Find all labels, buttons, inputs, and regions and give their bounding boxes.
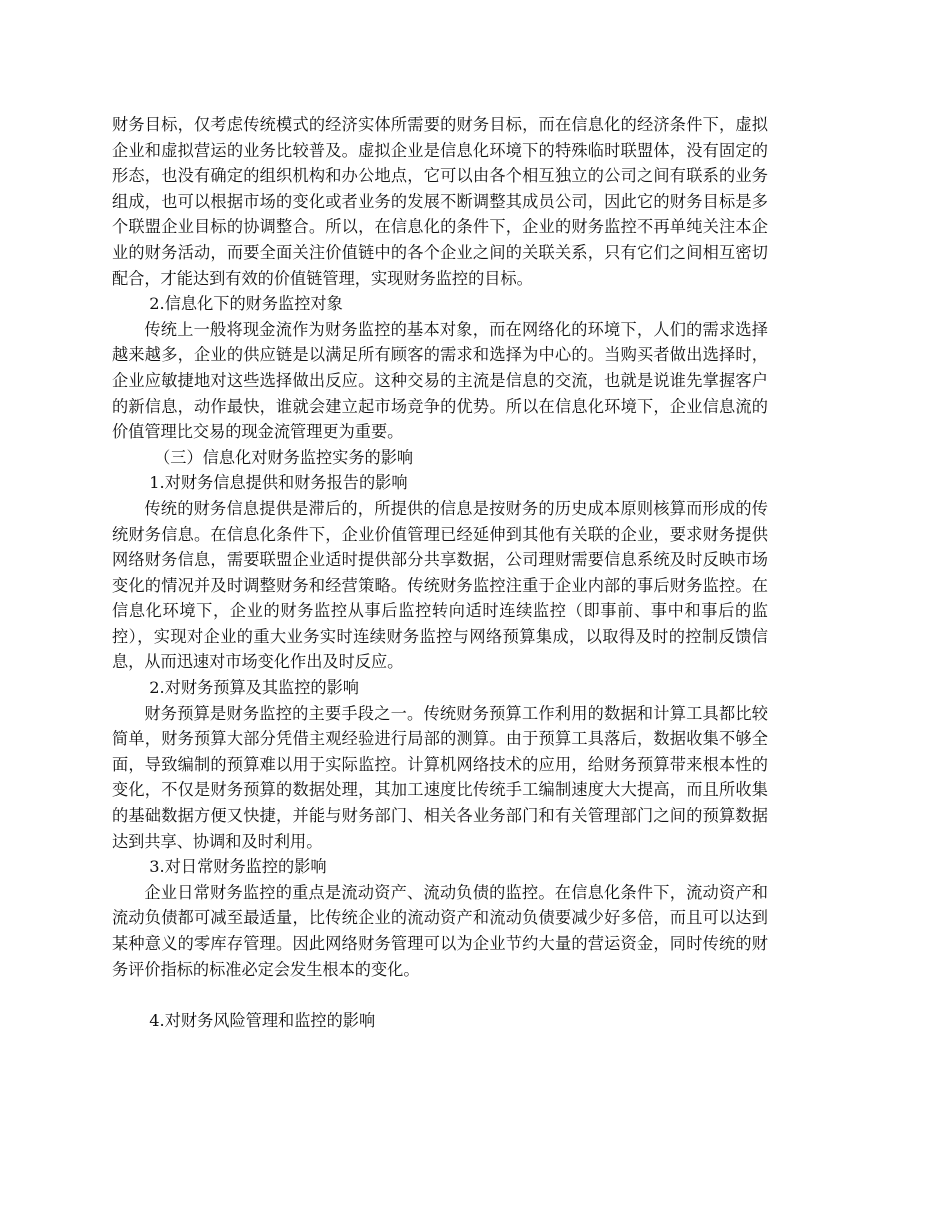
heading-risk-management: 4.对财务风险管理和监控的影响 <box>149 1010 376 1030</box>
paragraph-financial-reporting: 传统的财务信息提供是滞后的，所提供的信息是按财务的历史成本原则核算而形成的传统财务信息。在信息化条件下，企业价值管理已经延伸到其他有关联的企业，要求财务提供网络财务信息，需要联盟企业适时提供部分共享数据，公司理财需要信息系统及时反映市场变化的情况并及时调整财务和经营策略。传统财务监控注重于企业内部的事后财务监控。在信息化环境下，企业的财务监控从事后监控转向适时连续监控（即事前、事中和事后的监控），实现对企业的重大业务实时连续财务监控与网络预算集成，以取得及时的控制反馈信息，从而迅速对市场变化作出及时反应。 <box>112 498 768 672</box>
document-page <box>112 112 768 1033</box>
section-heading-practice-impact: （三）信息化对财务监控实务的影响 <box>154 447 414 467</box>
paragraph-monitoring-object: 传统上一般将现金流作为财务监控的基本对象，而在网络化的环境下，人们的需求选择越来越多，企业的供应链是以满足所有顾客的需求和选择为中心的。当购买者做出选择时，企业应敏捷地对这些选择做出反应。这种交易的主流是信息的交流，也就是说谁先掌握客户的新信息，动作最快，谁就会建立起市场竞争的优势。所以在信息化环境下，企业信息流的价值管理比交易的现金流管理更为重要。 <box>112 319 768 442</box>
paragraph-budget-monitoring: 财务预算是财务监控的主要手段之一。传统财务预算工作利用的数据和计算工具都比较简单，财务预算大部分凭借主观经验进行局部的测算。由于预算工具落后，数据收集不够全面，导致编制的预算难以用于实际监控。计算机网络技术的应用，给财务预算带来根本性的变化，不仅是财务预算的数据处理，其加工速度比传统手工编制速度大大提高，而且所收集的基础数据方便又快捷，并能与财务部门、相关各业务部门和有关管理部门之间的预算数据达到共享、协调和及时利用。 <box>112 703 768 851</box>
heading-financial-reporting: 1.对财务信息提供和财务报告的影响 <box>149 473 408 493</box>
paragraph-daily-monitoring: 企业日常财务监控的重点是流动资产、流动负债的监控。在信息化条件下，流动资产和流动负债都可减至最适量，比传统企业的流动资产和流动负债要减少好多倍，而且可以达到某种意义的零库存管理。因此网络财务管理可以为企业节约大量的营运资金，同时传统的财务评价指标的标准必定会发生根本的变化。 <box>112 882 768 979</box>
heading-budget-monitoring: 2.对财务预算及其监控的影响 <box>149 678 359 698</box>
heading-monitoring-object: 2.信息化下的财务监控对象 <box>149 294 343 314</box>
heading-daily-monitoring: 3.对日常财务监控的影响 <box>149 857 327 877</box>
paragraph-financial-goal: 财务目标，仅考虑传统模式的经济实体所需要的财务目标，而在信息化的经济条件下，虚拟企业和虚拟营运的业务比较普及。虚拟企业是信息化环境下的特殊临时联盟体，没有固定的形态，也没有确定的组织机构和办公地点，它可以由各个相互独立的公司之间有联系的业务组成，也可以根据市场的变化或者业务的发展不断调整其成员公司，因此它的财务目标是多个联盟企业目标的协调整合。所以，在信息化的条件下，企业的财务监控不再单纯关注本企业的财务活动，而要全面关注价值链中的各个企业之间的关联关系，只有它们之间相互密切配合，才能达到有效的价值链管理，实现财务监控的目标。 <box>112 115 768 288</box>
